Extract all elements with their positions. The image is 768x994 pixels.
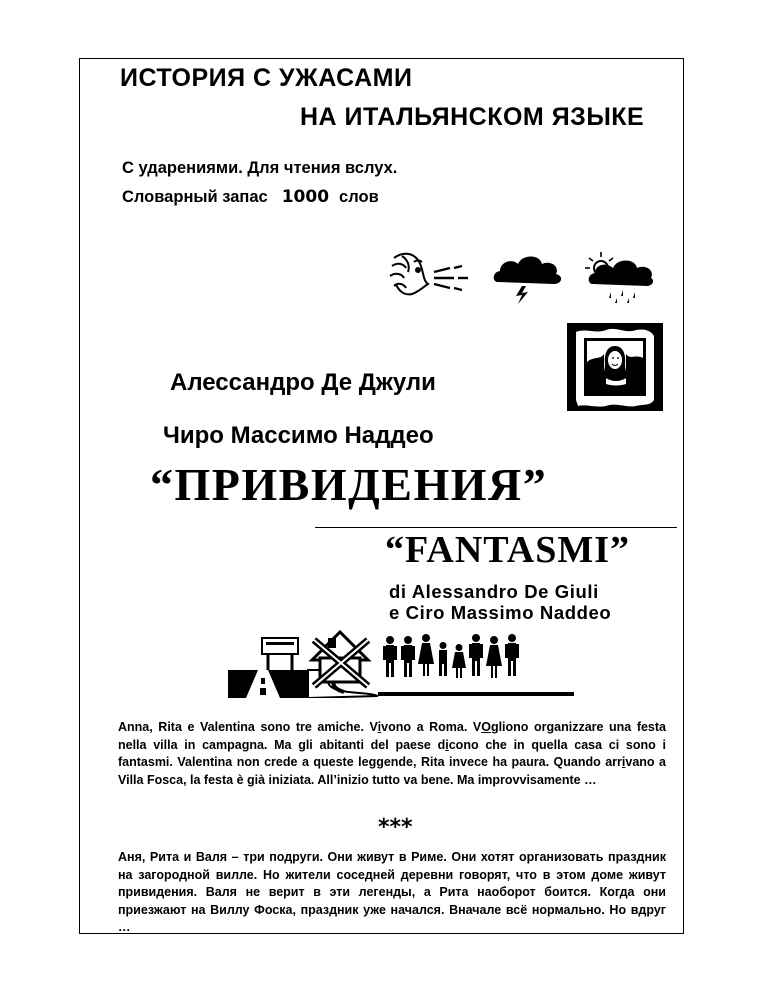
author-ru-2: Чиро Массимо Наддео	[163, 422, 434, 449]
mona-lisa-frame-icon	[566, 322, 664, 412]
section-separator: ***	[378, 815, 413, 840]
stress-mark-1: i	[377, 720, 382, 734]
text-it-part-1: Anna, Rita e Valentina sono tre amiche. V	[118, 720, 378, 734]
scene-illustration	[228, 630, 578, 698]
story-text-it	[118, 719, 666, 789]
stress-mark-2: O	[481, 720, 491, 734]
storm-cloud-icon	[492, 252, 564, 304]
page-title-line-2: НА ИТАЛЬЯНСКОМ ЯЗЫКЕ	[300, 103, 645, 131]
text-it-part-5: vano a Villa Fosca, la festa è già iniziata. All’inizio tutto va bene. Ma improvvisamente …	[118, 755, 666, 787]
text-it-part-3: gliono organizzare una festa nella villa in campagna. Ma gli abitanti del paese d	[118, 720, 666, 752]
road-sign-icon	[262, 638, 298, 670]
people-family-icon	[383, 634, 519, 678]
page-title-line-1: ИСТОРИЯ С УЖАСАМИ	[120, 64, 413, 92]
vocabulary-count: 1000	[281, 187, 330, 207]
stress-mark-4: i	[621, 755, 626, 770]
subtitle-line-1: С ударениями. Для чтения вслух.	[122, 159, 398, 177]
author-it-2: e Ciro Massimo Naddeo	[389, 602, 612, 623]
crossed-house-icon	[312, 632, 368, 686]
book-title-it: “FANTASMI”	[385, 529, 631, 571]
author-it-1: di Alessandro De Giuli	[389, 581, 599, 602]
author-ru-1: Алессандро Де Джули	[170, 369, 436, 396]
story-text-ru: Аня, Рита и Валя – три подруги. Они живут в Риме. Они хотят организовать праздник на загородной вилле. Но жители соседней деревни говорят, что в этом доме живут привидения. Валя не верит в эти легенды, а Рита наоборот боится. Когда они приезжают на Виллу Фоска, праздник уже начался. Вначале всё нормально. Но вдруг …	[118, 850, 666, 935]
vocabulary-label: Словарный запас	[122, 188, 268, 206]
book-title-ru: “ПРИВИДЕНИЯ”	[150, 459, 548, 510]
stress-mark-3: i	[445, 737, 449, 752]
wind-face-icon	[388, 248, 470, 304]
vocabulary-unit: слов	[339, 188, 379, 206]
subtitle-line-2	[122, 187, 379, 207]
text-it-part-4: cono che in quella casa ci sono i fantasmi. Valentina non crede a queste leggende, Rita invece ha paura. Quando arr	[118, 737, 666, 770]
text-it-part-2: vono a Roma. V	[381, 720, 482, 734]
sun-rain-cloud-icon	[583, 250, 655, 304]
